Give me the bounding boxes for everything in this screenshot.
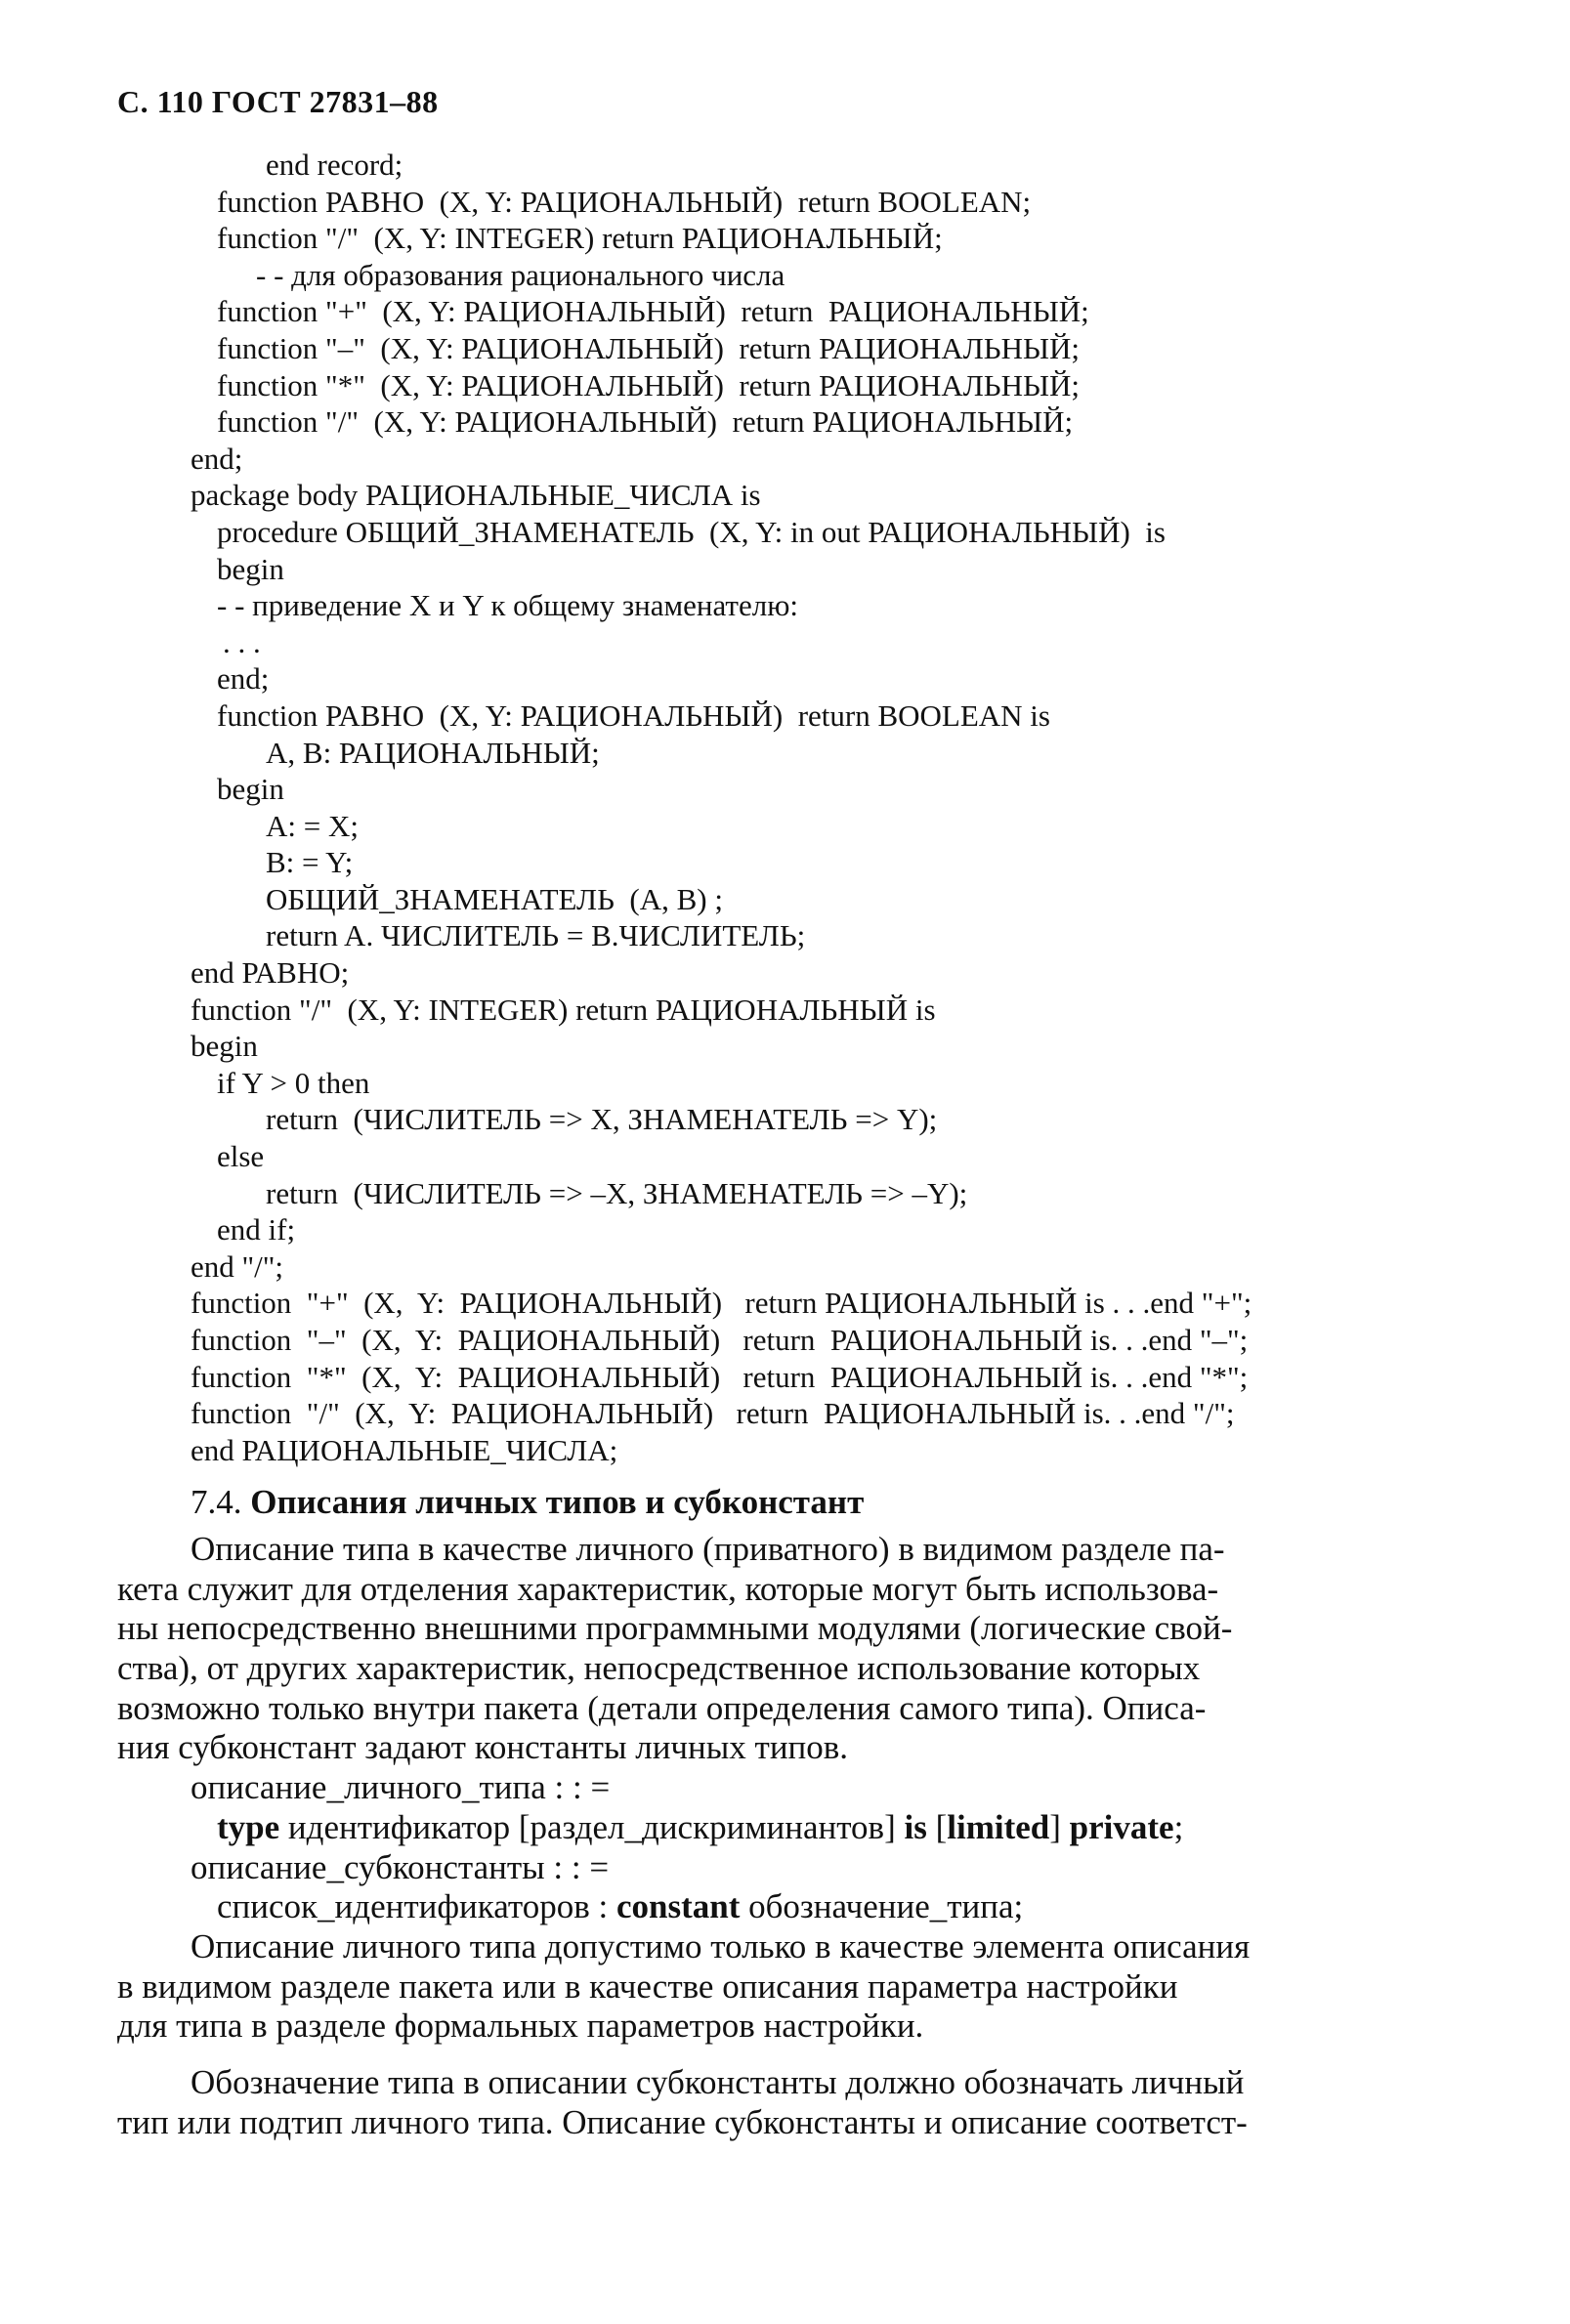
paragraph-line: тип или подтип личного типа. Описание субконстанты и описание соответст-: [117, 2102, 1248, 2141]
code-line: function "–" (X, Y: РАЦИОНАЛЬНЫЙ) return РАЦИОНАЛЬНЫЙ;: [217, 330, 1081, 365]
code-line: end "/";: [191, 1248, 284, 1284]
code-line: A, B: РАЦИОНАЛЬНЫЙ;: [266, 735, 600, 770]
code-line: else: [217, 1139, 265, 1174]
paragraph-line: ства), от других характеристик, непосредственное использование которых: [117, 1649, 1201, 1688]
code-line: begin: [217, 772, 284, 807]
code-line: function "/" (X, Y: INTEGER) return РАЦИОНАЛЬНЫЙ;: [217, 221, 943, 256]
code-line: function "+" (X, Y: РАЦИОНАЛЬНЫЙ) return РАЦИОНАЛЬНЫЙ is . . .end "+";: [191, 1286, 1252, 1321]
code-line: if Y > 0 then: [217, 1065, 370, 1100]
code-line: function РАВНО (X, Y: РАЦИОНАЛЬНЫЙ) return BOOLEAN is: [217, 697, 1050, 733]
code-line: begin: [217, 551, 284, 586]
code-line: end if;: [217, 1212, 296, 1247]
paragraph-line: Описание типа в качестве личного (приватного) в видимом разделе па-: [191, 1530, 1225, 1568]
code-line: function "/" (X, Y: РАЦИОНАЛЬНЫЙ) return РАЦИОНАЛЬНЫЙ;: [217, 404, 1074, 440]
grammar-rule-name: описание_субконстанты : : =: [191, 1847, 610, 1886]
paragraph-line: Обозначение типа в описании субконстанты должно обозначать личный: [191, 2062, 1245, 2101]
code-line: return A. ЧИСЛИТЕЛЬ = B.ЧИСЛИТЕЛЬ;: [266, 918, 806, 953]
code-line: function "*" (X, Y: РАЦИОНАЛЬНЫЙ) return РАЦИОНАЛЬНЫЙ is. . .end "*";: [191, 1359, 1249, 1394]
paragraph-line: Описание личного типа допустимо только в качестве элемента описания: [191, 1926, 1251, 1965]
section-title: Описания личных типов и субконстант: [250, 1483, 865, 1521]
code-line: function "/" (X, Y: INTEGER) return РАЦИОНАЛЬНЫЙ is: [191, 992, 936, 1027]
code-line: function РАВНО (X, Y: РАЦИОНАЛЬНЫЙ) return BOOLEAN;: [217, 184, 1032, 219]
code-line: . . .: [223, 624, 261, 659]
paragraph-line: для типа в разделе формальных параметров настройки.: [117, 2007, 924, 2046]
paragraph-line: ны непосредственно внешними программными модулями (логические свой-: [117, 1609, 1233, 1648]
code-line: function "/" (X, Y: РАЦИОНАЛЬНЫЙ) return РАЦИОНАЛЬНЫЙ is. . .end "/";: [191, 1396, 1235, 1431]
grammar-rule-body: type идентификатор [раздел_дискриминантов] is [limited] private;: [217, 1807, 1184, 1846]
paragraph-line: возможно только внутри пакета (детали определения самого типа). Описа-: [117, 1688, 1207, 1727]
paragraph-line: ния субконстант задают константы личных типов.: [117, 1728, 849, 1767]
code-line: function "–" (X, Y: РАЦИОНАЛЬНЫЙ) return РАЦИОНАЛЬНЫЙ is. . .end "–";: [191, 1323, 1249, 1357]
code-line: function "+" (X, Y: РАЦИОНАЛЬНЫЙ) return РАЦИОНАЛЬНЫЙ;: [217, 294, 1089, 329]
body-text: [0, 1530, 1250, 2142]
code-line: end record;: [266, 148, 403, 182]
paragraph-line: кета служит для отделения характеристик, которые могут быть использова-: [117, 1569, 1219, 1608]
code-line: B: = Y;: [266, 845, 354, 880]
code-line: end РАЦИОНАЛЬНЫЕ_ЧИСЛА;: [191, 1432, 618, 1467]
code-line: A: = X;: [266, 808, 359, 843]
code-line: end РАВНО;: [191, 955, 350, 991]
code-line: end;: [217, 661, 270, 697]
code-line: - - приведение X и Y к общему знаменателю:: [217, 588, 798, 623]
section-number: 7.4.: [191, 1483, 242, 1521]
code-line: end;: [191, 441, 243, 476]
section-heading: [191, 1483, 864, 1522]
code-line: return (ЧИСЛИТЕЛЬ => X, ЗНАМЕНАТЕЛЬ => Y);: [266, 1102, 938, 1137]
code-line: function "*" (X, Y: РАЦИОНАЛЬНЫЙ) return РАЦИОНАЛЬНЫЙ;: [217, 367, 1081, 402]
grammar-rule-name: описание_личного_типа : : =: [191, 1768, 611, 1807]
grammar-rule-body: список_идентификаторов : constant обозначение_типа;: [217, 1887, 1024, 1926]
code-line: ОБЩИЙ_ЗНАМЕНАТЕЛЬ (A, B) ;: [266, 881, 723, 916]
code-line: begin: [191, 1029, 258, 1064]
paragraph-line: в видимом разделе пакета или в качестве описания параметра настройки: [117, 1966, 1178, 2006]
code-line: procedure ОБЩИЙ_ЗНАМЕНАТЕЛЬ (X, Y: in out РАЦИОНАЛЬНЫЙ) is: [217, 514, 1166, 549]
code-line: package body РАЦИОНАЛЬНЫЕ_ЧИСЛА is: [191, 478, 761, 513]
page-header: С. 110 ГОСТ 27831–88: [117, 84, 439, 119]
code-listing: [0, 147, 1252, 1468]
code-line: return (ЧИСЛИТЕЛЬ => –X, ЗНАМЕНАТЕЛЬ => –Y);: [266, 1175, 968, 1210]
code-line: - - для образования рационального числа: [256, 257, 785, 292]
